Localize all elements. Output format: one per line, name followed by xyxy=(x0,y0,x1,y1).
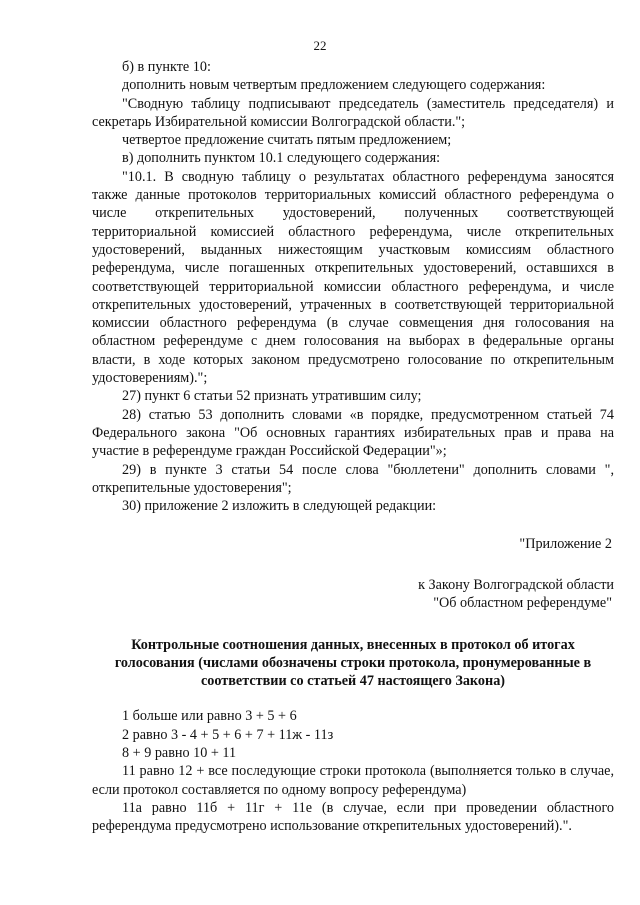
appendix-title: "Приложение 2 xyxy=(519,536,612,553)
formula-item: 2 равно 3 - 4 + 5 + 6 + 7 + 11ж - 11з xyxy=(122,726,334,743)
paragraph: дополнить новым четвертым предложением следующего содержания: xyxy=(122,77,546,94)
formula-item: 11а равно 11б + 11г + 11е (в случае, если при проведении областного референдума предусмотрено использование открепительных удостоверений).". xyxy=(92,799,614,835)
paragraph: "Сводную таблицу подписывают председатель (заместитель председателя) и секретарь Избирательной комиссии Волгоградской области."; xyxy=(92,95,614,130)
appendix-law-line1: к Закону Волгоградской области xyxy=(418,576,614,593)
formula-item: 8 + 9 равно 10 + 11 xyxy=(122,744,237,761)
formula-list xyxy=(92,707,614,835)
paragraph: 30) приложение 2 изложить в следующей редакции: xyxy=(122,498,437,515)
document-body xyxy=(92,58,614,835)
page-number: 22 xyxy=(313,38,327,53)
paragraph: четвертое предложение считать пятым предложением; xyxy=(122,132,452,149)
appendix-law-line2: "Об областном референдуме" xyxy=(433,595,612,612)
section-heading: Контрольные соотношения данных, внесенных в протокол об итогах голосования (числами обозначены строки протокола, пронумерованные в соответствии со статьей 47 настоящего Закона) xyxy=(114,637,592,690)
paragraph: 27) пункт 6 статьи 52 признать утратившим силу; xyxy=(122,388,422,405)
paragraph: б) в пункте 10: xyxy=(122,59,211,75)
paragraph: "10.1. В сводную таблицу о результатах областного референдума заносятся также данные протоколов территориальных комиссий областного референдума о числе открепительных удостоверений, полученных соответствующей территориальной комиссией областного референдума, числе открепительных удостоверений, выданных нижестоящим участковым комиссиям областного референдума, числе погашенных открепительных удостоверений, оставшихся в соответствующей территориальной комиссии областного референдума, и числе открепительных удостоверений, утраченных в соответствующей территориальной комиссии областного референдума (в случае совмещения дня голосования на областном референдуме с днем голосования на выборах в федеральные органы власти, в ходе которых законом предусмотрено голосование по открепительным удостоверениям)."; xyxy=(92,168,614,387)
formula-item: 1 больше или равно 3 + 5 + 6 xyxy=(122,708,297,725)
paragraph: в) дополнить пунктом 10.1 следующего содержания: xyxy=(122,150,441,167)
paragraph: 29) в пункте 3 статьи 54 после слова "бюллетени" дополнить словами ", открепительные удостоверения"; xyxy=(92,461,614,496)
formula-item: 11 равно 12 + все последующие строки протокола (выполняется только в случае, если протокол составляется по одному вопросу референдума) xyxy=(92,763,614,798)
paragraph: 28) статью 53 дополнить словами «в порядке, предусмотренном статьей 74 Федерального закона "Об основных гарантиях избирательных прав и права на участие в референдуме граждан Российской Федерации"»; xyxy=(92,406,614,460)
